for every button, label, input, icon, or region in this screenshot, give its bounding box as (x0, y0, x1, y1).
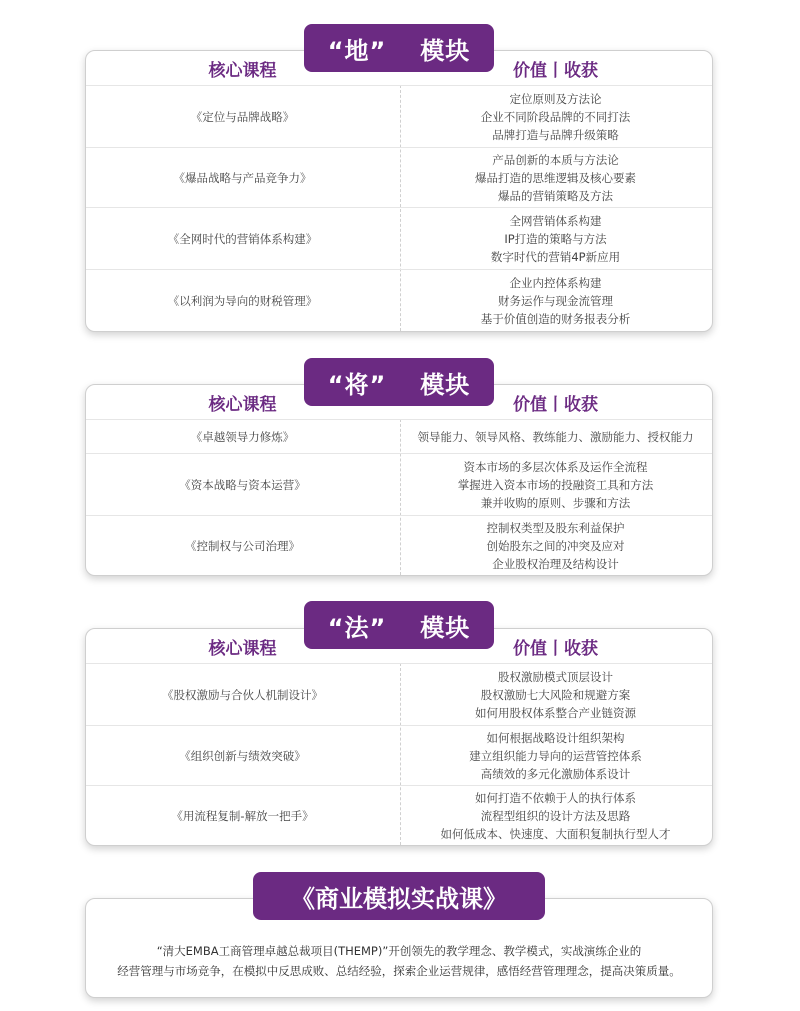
module-title-jiang (304, 358, 494, 406)
final-course-title: 《商业模拟实战课》 (253, 872, 545, 920)
course-name: 《股权激励与合伙人机制设计》 (162, 687, 323, 702)
column-header-course: 核心课程 (208, 394, 277, 415)
course-values (399, 726, 712, 785)
course-name: 《爆品战略与产品竞争力》 (173, 170, 312, 185)
final-description (86, 941, 712, 981)
module-title-word: 模块 (420, 613, 471, 642)
value-line: 兼并收购的原则、步骤和方法 (480, 495, 631, 510)
table-row (86, 515, 712, 575)
table-row (86, 453, 712, 515)
value-line: 高绩效的多元化激励体系设计 (480, 766, 631, 781)
module-title-word: 模块 (420, 370, 471, 399)
value-line: 爆品打造的思维逻辑及核心要素 (475, 170, 636, 185)
course-values (399, 664, 712, 725)
value-line: 全网营销体系构建 (509, 213, 602, 228)
table-row (86, 147, 712, 207)
course-values (399, 786, 712, 845)
table-row (86, 85, 712, 147)
value-line: 定位原则及方法论 (509, 91, 602, 106)
course-values (399, 270, 712, 331)
course-values (399, 86, 712, 147)
course-name: 《卓越领导力修炼》 (190, 429, 295, 444)
value-line: 资本市场的多层次体系及运作全流程 (463, 459, 648, 474)
value-line: 股权激励七大风险和规避方案 (480, 687, 631, 702)
value-line: 企业内控体系构建 (509, 275, 602, 290)
value-line: 数字时代的营销4P新应用 (490, 249, 621, 264)
module-card-di (85, 50, 713, 332)
value-line: 建立组织能力导向的运营管控体系 (469, 748, 642, 763)
module-title-word: 模块 (420, 36, 471, 65)
column-header-course: 核心课程 (208, 60, 277, 81)
course-values (399, 420, 712, 453)
value-line: 如何打造不依赖于人的执行体系 (475, 790, 636, 805)
value-line: 控制权类型及股东利益保护 (486, 520, 625, 535)
course-values (399, 148, 712, 207)
course-values (399, 208, 712, 269)
table-row (86, 207, 712, 269)
value-line: 掌握进入资本市场的投融资工具和方法 (457, 477, 654, 492)
value-line: 如何低成本、快速度、大面积复制执行型人才 (440, 826, 671, 841)
table-row (86, 419, 712, 453)
module-title-fa (304, 601, 494, 649)
value-line: 流程型组织的设计方法及思路 (480, 808, 631, 823)
table-row (86, 725, 712, 785)
column-header-value: 价值丨收获 (513, 394, 598, 415)
value-line: 产品创新的本质与方法论 (492, 152, 619, 167)
module-card-fa (85, 628, 713, 846)
description-line: “清大EMBA工商管理卓越总裁项目(THEMP)”开创领先的教学理念、教学模式，实战演练企业的 (156, 944, 642, 958)
value-line: 基于价值创造的财务报表分析 (480, 311, 631, 326)
value-line: 创始股东之间的冲突及应对 (486, 538, 625, 553)
value-line: 如何根据战略设计组织架构 (486, 730, 625, 745)
table-row (86, 269, 712, 331)
value-line: 企业股权治理及结构设计 (492, 556, 619, 571)
table-row (86, 785, 712, 845)
course-name: 《组织创新与绩效突破》 (179, 748, 306, 763)
column-header-value: 价值丨收获 (513, 638, 598, 659)
value-line: 爆品的营销策略及方法 (498, 188, 613, 203)
value-line: 领导能力、领导风格、教练能力、激励能力、授权能力 (417, 429, 694, 444)
module-title-quote: “地” (327, 36, 387, 65)
course-values (399, 516, 712, 575)
module-title-di (304, 24, 494, 72)
course-values (399, 454, 712, 515)
value-line: IP打造的策略与方法 (504, 231, 607, 246)
value-line: 财务运作与现金流管理 (498, 293, 613, 308)
course-name: 《以利润为导向的财税管理》 (167, 293, 318, 308)
column-header-value: 价值丨收获 (513, 60, 598, 81)
value-line: 如何用股权体系整合产业链资源 (475, 705, 636, 720)
column-header-course: 核心课程 (208, 638, 277, 659)
course-name: 《全网时代的营销体系构建》 (167, 231, 318, 246)
module-card-jiang (85, 384, 713, 576)
course-name: 《用流程复制-解放一把手》 (171, 808, 314, 823)
table-row (86, 663, 712, 725)
course-name: 《资本战略与资本运营》 (179, 477, 306, 492)
value-line: 企业不同阶段品牌的不同打法 (480, 109, 631, 124)
module-title-quote: “法” (327, 613, 387, 642)
value-line: 股权激励模式顶层设计 (498, 669, 613, 684)
module-title-quote: “将” (327, 370, 387, 399)
course-name: 《控制权与公司治理》 (185, 538, 300, 553)
value-line: 品牌打造与品牌升级策略 (492, 127, 619, 142)
description-line: 经营管理与市场竞争，在模拟中反思成败、总结经验，探索企业运营规律，感悟经营管理理念，提高决策质量。 (117, 964, 681, 978)
course-name: 《定位与品牌战略》 (190, 109, 295, 124)
